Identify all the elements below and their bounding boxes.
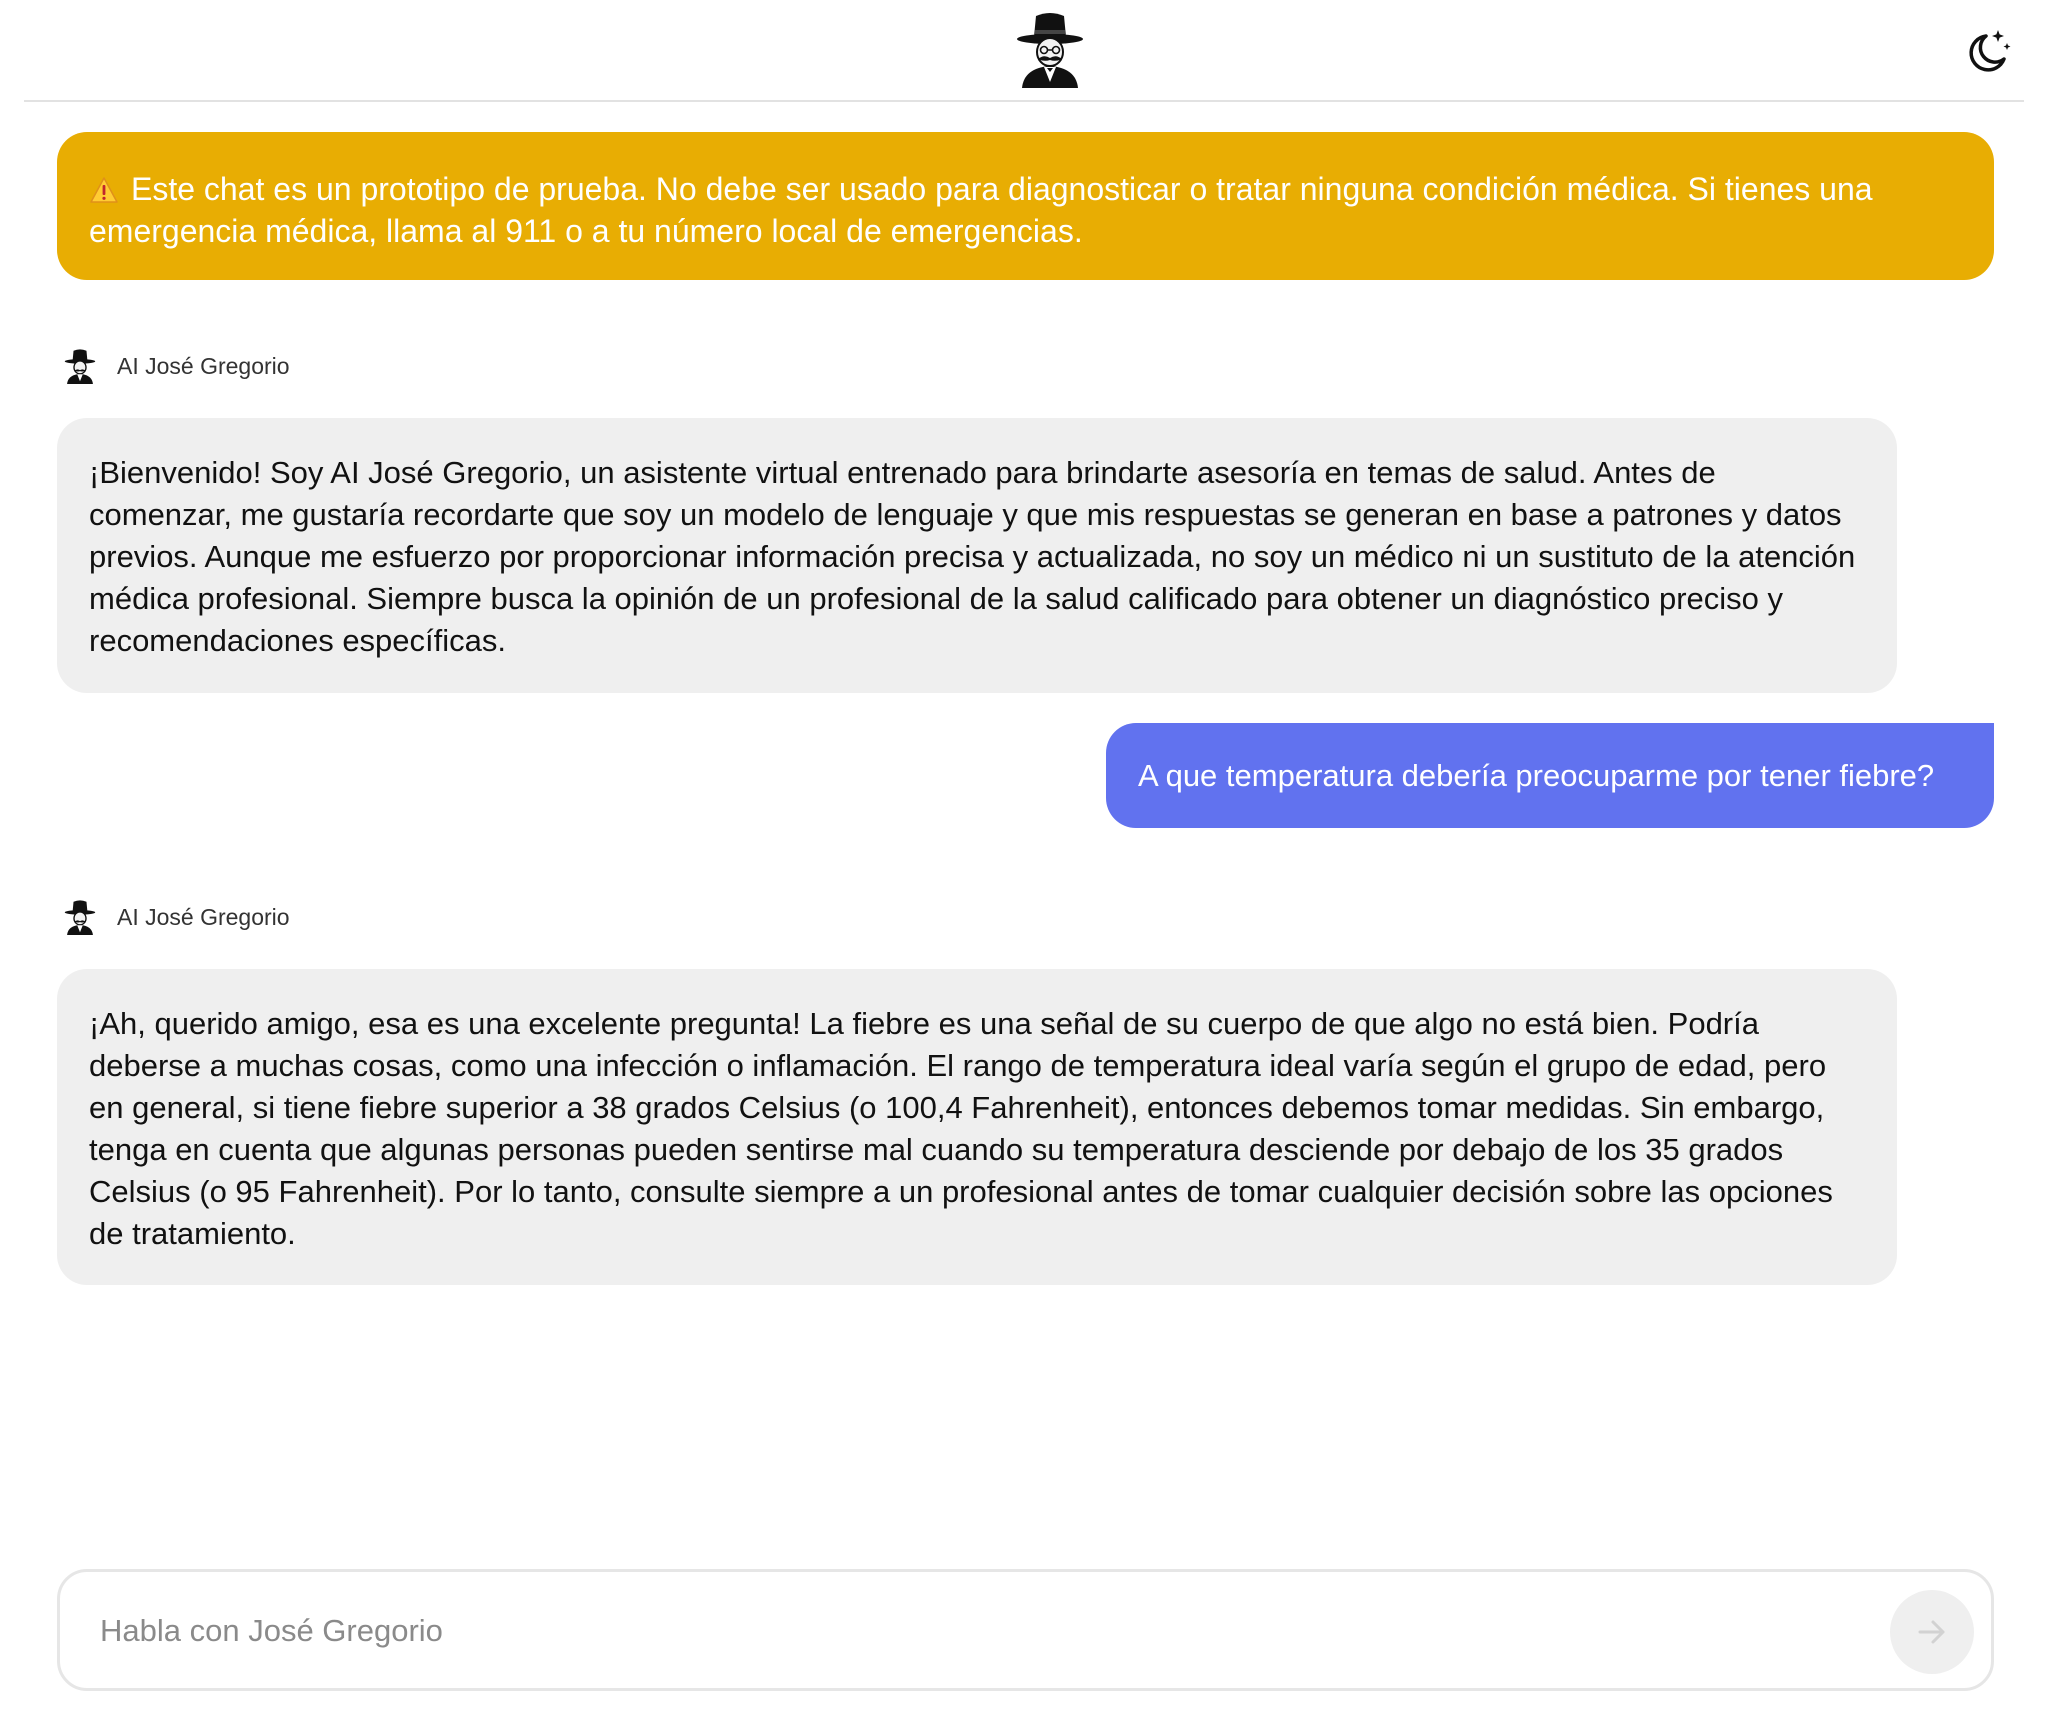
message-composer	[57, 1569, 1994, 1691]
chat-input[interactable]	[98, 1600, 1882, 1662]
arrow-right-icon	[1914, 1614, 1950, 1650]
detective-logo-icon	[1014, 10, 1086, 88]
bot-message-header	[57, 346, 290, 386]
bot-message-header	[57, 897, 290, 937]
header-bar	[24, 0, 2024, 102]
bot-message-text: ¡Bienvenido! Soy AI José Gregorio, un asistente virtual entrenado para brindarte asesoría en temas de salud. Antes de comenzar, me gustaría recordarte que soy un modelo de lenguaje y que mis respuestas se generan en base a patrones y datos previos. Aunque me esfuerzo por proporcionar información precisa y actualizada, no soy un médico ni un sustituto de la atención médica profesional. Siempre busca la opinión de un profesional de la salud calificado para obtener un diagnóstico preciso y recomendaciones específicas.	[89, 455, 1856, 658]
moon-stars-icon[interactable]	[1964, 26, 2014, 76]
disclaimer-text: Este chat es un prototipo de prueba. No debe ser usado para diagnosticar o tratar ninguna condición médica. Si tienes una emergencia médica, llama al 911 o a tu número local de emergencias.	[89, 171, 1873, 249]
bot-message-bubble	[57, 969, 1897, 1285]
bot-message-bubble	[57, 418, 1897, 693]
bot-sender-name: AI José Gregorio	[117, 352, 290, 379]
bot-avatar-icon	[63, 348, 97, 384]
warning-icon	[89, 176, 119, 204]
disclaimer-banner	[57, 132, 1994, 280]
user-message-text: A que temperatura debería preocuparme por tener fiebre?	[1138, 758, 1935, 793]
bot-sender-name: AI José Gregorio	[117, 903, 290, 930]
bot-message-text: ¡Ah, querido amigo, esa es una excelente pregunta! La fiebre es una señal de su cuerpo de que algo no está bien. Podría deberse a muchas cosas, como una infección o inflamación. El rango de temperatura ideal varía según el grupo de edad, pero en general, si tiene fiebre superior a 38 grados Celsius (o 100,4 Fahrenheit), entonces debemos tomar medidas. Sin embargo, tenga en cuenta que algunas personas pueden sentirse mal cuando su temperatura desciende por debajo de los 35 grados Celsius (o 95 Fahrenheit). Por lo tanto, consulte siempre a un profesional antes de tomar cualquier decisión sobre las opciones de tratamiento.	[89, 1006, 1833, 1251]
send-button[interactable]	[1890, 1590, 1974, 1674]
bot-avatar-icon	[63, 899, 97, 935]
user-message-bubble	[1106, 723, 1994, 828]
